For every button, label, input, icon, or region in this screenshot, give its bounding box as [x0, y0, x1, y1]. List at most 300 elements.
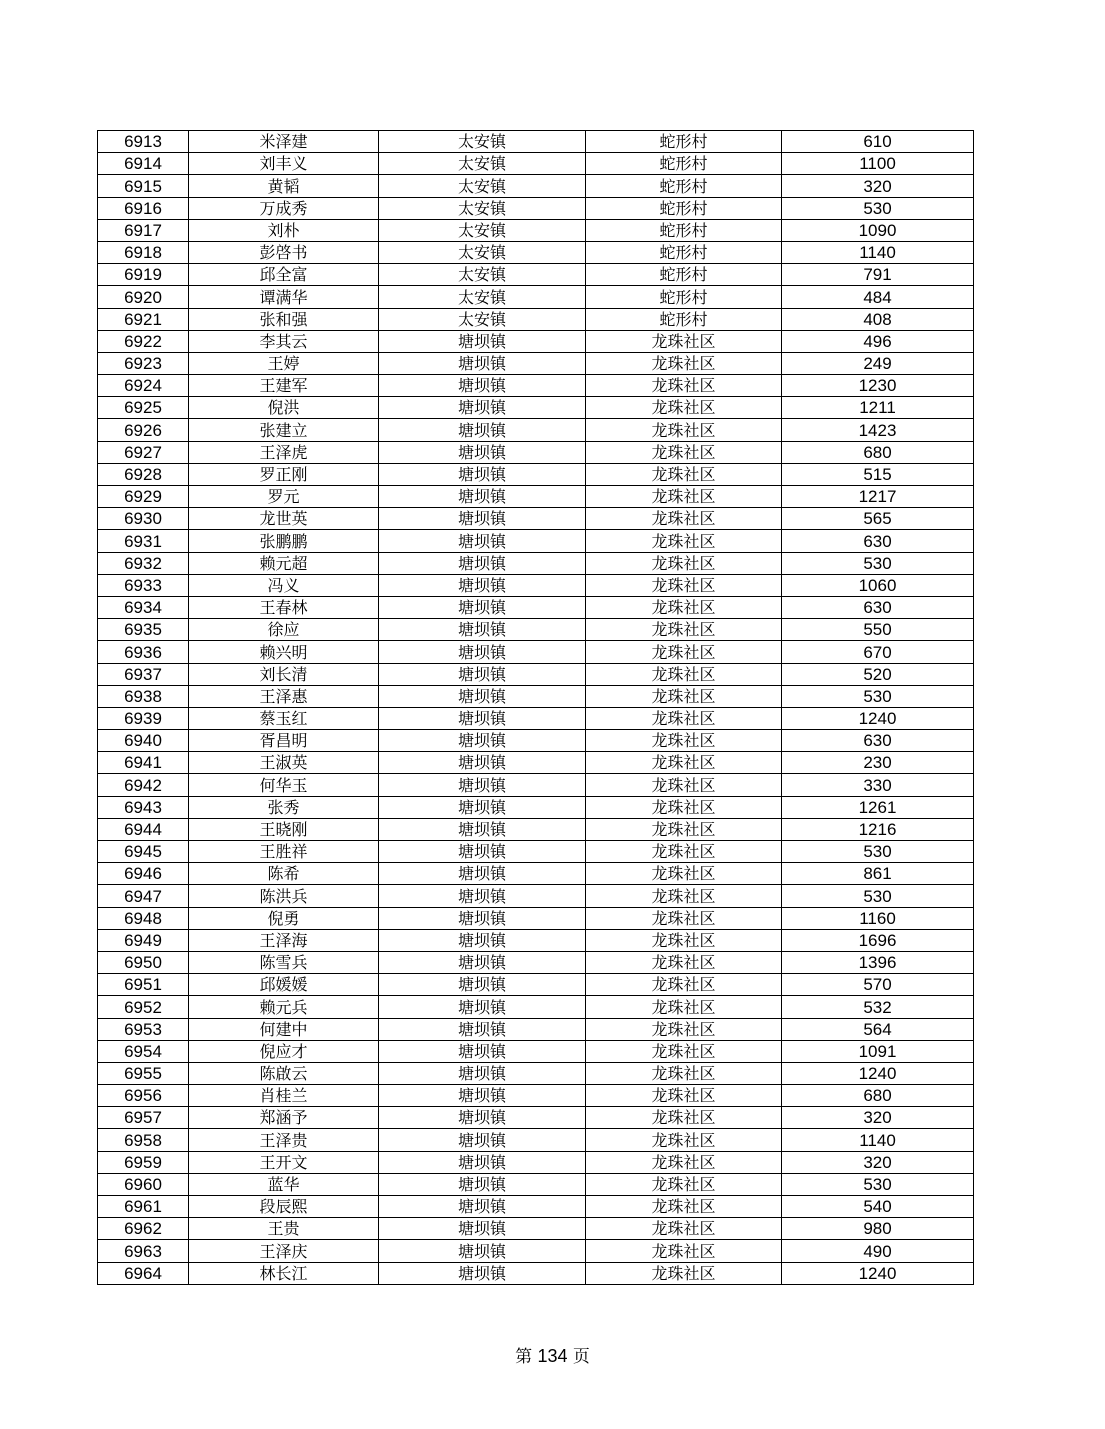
row-number-cell: 6944 — [98, 818, 189, 840]
table-row — [98, 264, 974, 286]
village-cell: 龙珠社区 — [586, 1240, 782, 1262]
town-cell: 塘坝镇 — [379, 1151, 586, 1173]
amount-cell: 530 — [782, 197, 974, 219]
village-cell: 龙珠社区 — [586, 419, 782, 441]
town-cell: 塘坝镇 — [379, 463, 586, 485]
name-cell: 张建立 — [189, 419, 379, 441]
amount-cell: 630 — [782, 730, 974, 752]
village-cell: 龙珠社区 — [586, 885, 782, 907]
village-cell: 龙珠社区 — [586, 1151, 782, 1173]
village-cell: 龙珠社区 — [586, 752, 782, 774]
records-table-body — [98, 131, 974, 1285]
row-number-cell: 6915 — [98, 175, 189, 197]
row-number-cell: 6920 — [98, 286, 189, 308]
row-number-cell: 6927 — [98, 441, 189, 463]
row-number-cell: 6935 — [98, 619, 189, 641]
name-cell: 何建中 — [189, 1018, 379, 1040]
name-cell: 倪应才 — [189, 1040, 379, 1062]
table-row — [98, 752, 974, 774]
name-cell: 陈希 — [189, 863, 379, 885]
town-cell: 塘坝镇 — [379, 996, 586, 1018]
table-row — [98, 286, 974, 308]
town-cell: 塘坝镇 — [379, 1262, 586, 1284]
name-cell: 肖桂兰 — [189, 1085, 379, 1107]
table-row — [98, 397, 974, 419]
village-cell: 龙珠社区 — [586, 441, 782, 463]
town-cell: 塘坝镇 — [379, 486, 586, 508]
name-cell: 王泽庆 — [189, 1240, 379, 1262]
amount-cell: 1696 — [782, 929, 974, 951]
row-number-cell: 6937 — [98, 663, 189, 685]
row-number-cell: 6950 — [98, 951, 189, 973]
name-cell: 彭啓书 — [189, 241, 379, 263]
village-cell: 龙珠社区 — [586, 1018, 782, 1040]
amount-cell: 320 — [782, 175, 974, 197]
table-row — [98, 1085, 974, 1107]
table-row — [98, 663, 974, 685]
village-cell: 龙珠社区 — [586, 774, 782, 796]
row-number-cell: 6963 — [98, 1240, 189, 1262]
town-cell: 塘坝镇 — [379, 929, 586, 951]
name-cell: 郑涵予 — [189, 1107, 379, 1129]
table-row — [98, 619, 974, 641]
name-cell: 刘长清 — [189, 663, 379, 685]
row-number-cell: 6940 — [98, 730, 189, 752]
table-row — [98, 308, 974, 330]
village-cell: 蛇形村 — [586, 264, 782, 286]
village-cell: 龙珠社区 — [586, 463, 782, 485]
village-cell: 龙珠社区 — [586, 375, 782, 397]
row-number-cell: 6962 — [98, 1218, 189, 1240]
row-number-cell: 6933 — [98, 574, 189, 596]
amount-cell: 1217 — [782, 486, 974, 508]
town-cell: 塘坝镇 — [379, 685, 586, 707]
table-row — [98, 1062, 974, 1084]
village-cell: 龙珠社区 — [586, 619, 782, 641]
village-cell: 龙珠社区 — [586, 1196, 782, 1218]
amount-cell: 530 — [782, 841, 974, 863]
name-cell: 王泽贵 — [189, 1129, 379, 1151]
town-cell: 塘坝镇 — [379, 397, 586, 419]
amount-cell: 1090 — [782, 219, 974, 241]
name-cell: 倪洪 — [189, 397, 379, 419]
table-row — [98, 1151, 974, 1173]
row-number-cell: 6929 — [98, 486, 189, 508]
village-cell: 龙珠社区 — [586, 818, 782, 840]
table-row — [98, 774, 974, 796]
name-cell: 徐应 — [189, 619, 379, 641]
amount-cell: 980 — [782, 1218, 974, 1240]
amount-cell: 630 — [782, 530, 974, 552]
name-cell: 王建军 — [189, 375, 379, 397]
village-cell: 龙珠社区 — [586, 508, 782, 530]
row-number-cell: 6942 — [98, 774, 189, 796]
name-cell: 王贵 — [189, 1218, 379, 1240]
name-cell: 蓝华 — [189, 1173, 379, 1195]
town-cell: 塘坝镇 — [379, 641, 586, 663]
name-cell: 何华玉 — [189, 774, 379, 796]
row-number-cell: 6924 — [98, 375, 189, 397]
village-cell: 蛇形村 — [586, 219, 782, 241]
table-row — [98, 352, 974, 374]
table-row — [98, 1218, 974, 1240]
village-cell: 龙珠社区 — [586, 574, 782, 596]
table-row — [98, 574, 974, 596]
table-row — [98, 907, 974, 929]
row-number-cell: 6964 — [98, 1262, 189, 1284]
town-cell: 塘坝镇 — [379, 375, 586, 397]
town-cell: 太安镇 — [379, 286, 586, 308]
village-cell: 蛇形村 — [586, 286, 782, 308]
village-cell: 龙珠社区 — [586, 486, 782, 508]
name-cell: 邱媛媛 — [189, 974, 379, 996]
row-number-cell: 6947 — [98, 885, 189, 907]
table-row — [98, 419, 974, 441]
table-row — [98, 375, 974, 397]
village-cell: 龙珠社区 — [586, 397, 782, 419]
town-cell: 太安镇 — [379, 153, 586, 175]
name-cell: 张和强 — [189, 308, 379, 330]
name-cell: 陈雪兵 — [189, 951, 379, 973]
village-cell: 龙珠社区 — [586, 974, 782, 996]
town-cell: 塘坝镇 — [379, 907, 586, 929]
amount-cell: 408 — [782, 308, 974, 330]
row-number-cell: 6958 — [98, 1129, 189, 1151]
village-cell: 龙珠社区 — [586, 841, 782, 863]
name-cell: 张鹏鹏 — [189, 530, 379, 552]
name-cell: 米泽建 — [189, 131, 379, 153]
town-cell: 塘坝镇 — [379, 619, 586, 641]
village-cell: 龙珠社区 — [586, 1218, 782, 1240]
town-cell: 塘坝镇 — [379, 974, 586, 996]
town-cell: 塘坝镇 — [379, 330, 586, 352]
village-cell: 龙珠社区 — [586, 1173, 782, 1195]
amount-cell: 320 — [782, 1107, 974, 1129]
table-row — [98, 1129, 974, 1151]
village-cell: 蛇形村 — [586, 153, 782, 175]
table-row — [98, 841, 974, 863]
village-cell: 龙珠社区 — [586, 530, 782, 552]
row-number-cell: 6919 — [98, 264, 189, 286]
amount-cell: 530 — [782, 885, 974, 907]
table-row — [98, 1173, 974, 1195]
name-cell: 冯义 — [189, 574, 379, 596]
row-number-cell: 6943 — [98, 796, 189, 818]
name-cell: 万成秀 — [189, 197, 379, 219]
table-row — [98, 153, 974, 175]
table-row — [98, 463, 974, 485]
amount-cell: 1396 — [782, 951, 974, 973]
name-cell: 王婷 — [189, 352, 379, 374]
name-cell: 龙世英 — [189, 508, 379, 530]
amount-cell: 330 — [782, 774, 974, 796]
amount-cell: 1216 — [782, 818, 974, 840]
table-row — [98, 996, 974, 1018]
name-cell: 倪勇 — [189, 907, 379, 929]
table-row — [98, 641, 974, 663]
amount-cell: 520 — [782, 663, 974, 685]
footer-prefix: 第 — [515, 1347, 533, 1367]
amount-cell: 630 — [782, 596, 974, 618]
amount-cell: 861 — [782, 863, 974, 885]
table-row — [98, 241, 974, 263]
row-number-cell: 6925 — [98, 397, 189, 419]
row-number-cell: 6939 — [98, 707, 189, 729]
town-cell: 太安镇 — [379, 175, 586, 197]
amount-cell: 680 — [782, 441, 974, 463]
village-cell: 龙珠社区 — [586, 685, 782, 707]
town-cell: 塘坝镇 — [379, 1040, 586, 1062]
town-cell: 塘坝镇 — [379, 1107, 586, 1129]
amount-cell: 1140 — [782, 241, 974, 263]
table-row — [98, 197, 974, 219]
table-row — [98, 929, 974, 951]
name-cell: 王泽惠 — [189, 685, 379, 707]
name-cell: 王开文 — [189, 1151, 379, 1173]
amount-cell: 530 — [782, 1173, 974, 1195]
amount-cell: 1091 — [782, 1040, 974, 1062]
name-cell: 胥昌明 — [189, 730, 379, 752]
town-cell: 塘坝镇 — [379, 352, 586, 374]
row-number-cell: 6957 — [98, 1107, 189, 1129]
town-cell: 塘坝镇 — [379, 596, 586, 618]
table-row — [98, 486, 974, 508]
row-number-cell: 6941 — [98, 752, 189, 774]
town-cell: 塘坝镇 — [379, 796, 586, 818]
amount-cell: 1230 — [782, 375, 974, 397]
table-row — [98, 796, 974, 818]
name-cell: 王淑英 — [189, 752, 379, 774]
table-row — [98, 596, 974, 618]
amount-cell: 1240 — [782, 1062, 974, 1084]
row-number-cell: 6946 — [98, 863, 189, 885]
village-cell: 龙珠社区 — [586, 352, 782, 374]
amount-cell: 230 — [782, 752, 974, 774]
name-cell: 谭满华 — [189, 286, 379, 308]
amount-cell: 610 — [782, 131, 974, 153]
row-number-cell: 6956 — [98, 1085, 189, 1107]
amount-cell: 1240 — [782, 707, 974, 729]
village-cell: 龙珠社区 — [586, 996, 782, 1018]
amount-cell: 1211 — [782, 397, 974, 419]
row-number-cell: 6914 — [98, 153, 189, 175]
table-row — [98, 974, 974, 996]
village-cell: 龙珠社区 — [586, 1085, 782, 1107]
page-number: 134 — [537, 1346, 568, 1366]
amount-cell: 515 — [782, 463, 974, 485]
town-cell: 太安镇 — [379, 197, 586, 219]
village-cell: 龙珠社区 — [586, 1062, 782, 1084]
name-cell: 李其云 — [189, 330, 379, 352]
row-number-cell: 6917 — [98, 219, 189, 241]
row-number-cell: 6960 — [98, 1173, 189, 1195]
amount-cell: 791 — [782, 264, 974, 286]
row-number-cell: 6916 — [98, 197, 189, 219]
village-cell: 龙珠社区 — [586, 929, 782, 951]
town-cell: 塘坝镇 — [379, 774, 586, 796]
amount-cell: 1423 — [782, 419, 974, 441]
table-row — [98, 951, 974, 973]
table-row — [98, 175, 974, 197]
row-number-cell: 6945 — [98, 841, 189, 863]
amount-cell: 490 — [782, 1240, 974, 1262]
row-number-cell: 6936 — [98, 641, 189, 663]
town-cell: 塘坝镇 — [379, 663, 586, 685]
village-cell: 龙珠社区 — [586, 1107, 782, 1129]
row-number-cell: 6955 — [98, 1062, 189, 1084]
village-cell: 蛇形村 — [586, 197, 782, 219]
town-cell: 塘坝镇 — [379, 1062, 586, 1084]
village-cell: 龙珠社区 — [586, 641, 782, 663]
row-number-cell: 6949 — [98, 929, 189, 951]
amount-cell: 1261 — [782, 796, 974, 818]
name-cell: 赖元超 — [189, 552, 379, 574]
row-number-cell: 6913 — [98, 131, 189, 153]
amount-cell: 320 — [782, 1151, 974, 1173]
table-row — [98, 330, 974, 352]
row-number-cell: 6951 — [98, 974, 189, 996]
name-cell: 黄韬 — [189, 175, 379, 197]
name-cell: 刘丰义 — [189, 153, 379, 175]
row-number-cell: 6931 — [98, 530, 189, 552]
name-cell: 邱全富 — [189, 264, 379, 286]
amount-cell: 1240 — [782, 1262, 974, 1284]
town-cell: 塘坝镇 — [379, 730, 586, 752]
table-row — [98, 530, 974, 552]
name-cell: 蔡玉红 — [189, 707, 379, 729]
table-row — [98, 219, 974, 241]
amount-cell: 1060 — [782, 574, 974, 596]
row-number-cell: 6923 — [98, 352, 189, 374]
amount-cell: 530 — [782, 685, 974, 707]
amount-cell: 670 — [782, 641, 974, 663]
row-number-cell: 6932 — [98, 552, 189, 574]
town-cell: 塘坝镇 — [379, 1085, 586, 1107]
name-cell: 王胜祥 — [189, 841, 379, 863]
name-cell: 赖元兵 — [189, 996, 379, 1018]
village-cell: 龙珠社区 — [586, 707, 782, 729]
name-cell: 赖兴明 — [189, 641, 379, 663]
row-number-cell: 6928 — [98, 463, 189, 485]
table-row — [98, 508, 974, 530]
table-row — [98, 1240, 974, 1262]
village-cell: 蛇形村 — [586, 241, 782, 263]
row-number-cell: 6948 — [98, 907, 189, 929]
row-number-cell: 6959 — [98, 1151, 189, 1173]
amount-cell: 564 — [782, 1018, 974, 1040]
town-cell: 塘坝镇 — [379, 1218, 586, 1240]
town-cell: 塘坝镇 — [379, 951, 586, 973]
amount-cell: 1100 — [782, 153, 974, 175]
village-cell: 龙珠社区 — [586, 552, 782, 574]
table-row — [98, 1262, 974, 1284]
amount-cell: 496 — [782, 330, 974, 352]
village-cell: 龙珠社区 — [586, 951, 782, 973]
town-cell: 太安镇 — [379, 219, 586, 241]
table-row — [98, 730, 974, 752]
village-cell: 蛇形村 — [586, 308, 782, 330]
amount-cell: 1140 — [782, 1129, 974, 1151]
amount-cell: 484 — [782, 286, 974, 308]
table-row — [98, 1196, 974, 1218]
amount-cell: 540 — [782, 1196, 974, 1218]
village-cell: 龙珠社区 — [586, 663, 782, 685]
town-cell: 塘坝镇 — [379, 841, 586, 863]
name-cell: 刘朴 — [189, 219, 379, 241]
amount-cell: 1160 — [782, 907, 974, 929]
name-cell: 罗元 — [189, 486, 379, 508]
name-cell: 罗正刚 — [189, 463, 379, 485]
town-cell: 太安镇 — [379, 241, 586, 263]
table-row — [98, 1018, 974, 1040]
row-number-cell: 6954 — [98, 1040, 189, 1062]
village-cell: 龙珠社区 — [586, 863, 782, 885]
town-cell: 塘坝镇 — [379, 752, 586, 774]
town-cell: 塘坝镇 — [379, 441, 586, 463]
name-cell: 王泽海 — [189, 929, 379, 951]
village-cell: 龙珠社区 — [586, 1129, 782, 1151]
village-cell: 蛇形村 — [586, 175, 782, 197]
amount-cell: 680 — [782, 1085, 974, 1107]
table-row — [98, 863, 974, 885]
town-cell: 塘坝镇 — [379, 530, 586, 552]
table-row — [98, 885, 974, 907]
table-row — [98, 441, 974, 463]
town-cell: 塘坝镇 — [379, 863, 586, 885]
town-cell: 太安镇 — [379, 308, 586, 330]
row-number-cell: 6938 — [98, 685, 189, 707]
town-cell: 塘坝镇 — [379, 818, 586, 840]
row-number-cell: 6952 — [98, 996, 189, 1018]
name-cell: 王晓刚 — [189, 818, 379, 840]
town-cell: 塘坝镇 — [379, 574, 586, 596]
records-table — [97, 130, 974, 1285]
town-cell: 塘坝镇 — [379, 1173, 586, 1195]
town-cell: 塘坝镇 — [379, 508, 586, 530]
village-cell: 蛇形村 — [586, 131, 782, 153]
row-number-cell: 6922 — [98, 330, 189, 352]
row-number-cell: 6926 — [98, 419, 189, 441]
town-cell: 塘坝镇 — [379, 885, 586, 907]
amount-cell: 530 — [782, 552, 974, 574]
amount-cell: 249 — [782, 352, 974, 374]
village-cell: 龙珠社区 — [586, 796, 782, 818]
row-number-cell: 6961 — [98, 1196, 189, 1218]
village-cell: 龙珠社区 — [586, 1040, 782, 1062]
name-cell: 段辰熙 — [189, 1196, 379, 1218]
footer-suffix: 页 — [572, 1347, 590, 1367]
amount-cell: 550 — [782, 619, 974, 641]
village-cell: 龙珠社区 — [586, 1262, 782, 1284]
row-number-cell: 6934 — [98, 596, 189, 618]
table-row — [98, 707, 974, 729]
table-row — [98, 1107, 974, 1129]
village-cell: 龙珠社区 — [586, 730, 782, 752]
table-row — [98, 552, 974, 574]
page-footer — [0, 1342, 1105, 1367]
name-cell: 陈啟云 — [189, 1062, 379, 1084]
name-cell: 张秀 — [189, 796, 379, 818]
village-cell: 龙珠社区 — [586, 907, 782, 929]
name-cell: 陈洪兵 — [189, 885, 379, 907]
town-cell: 塘坝镇 — [379, 419, 586, 441]
row-number-cell: 6921 — [98, 308, 189, 330]
table-row — [98, 1040, 974, 1062]
town-cell: 塘坝镇 — [379, 1129, 586, 1151]
table-row — [98, 818, 974, 840]
town-cell: 塘坝镇 — [379, 1240, 586, 1262]
name-cell: 王泽虎 — [189, 441, 379, 463]
